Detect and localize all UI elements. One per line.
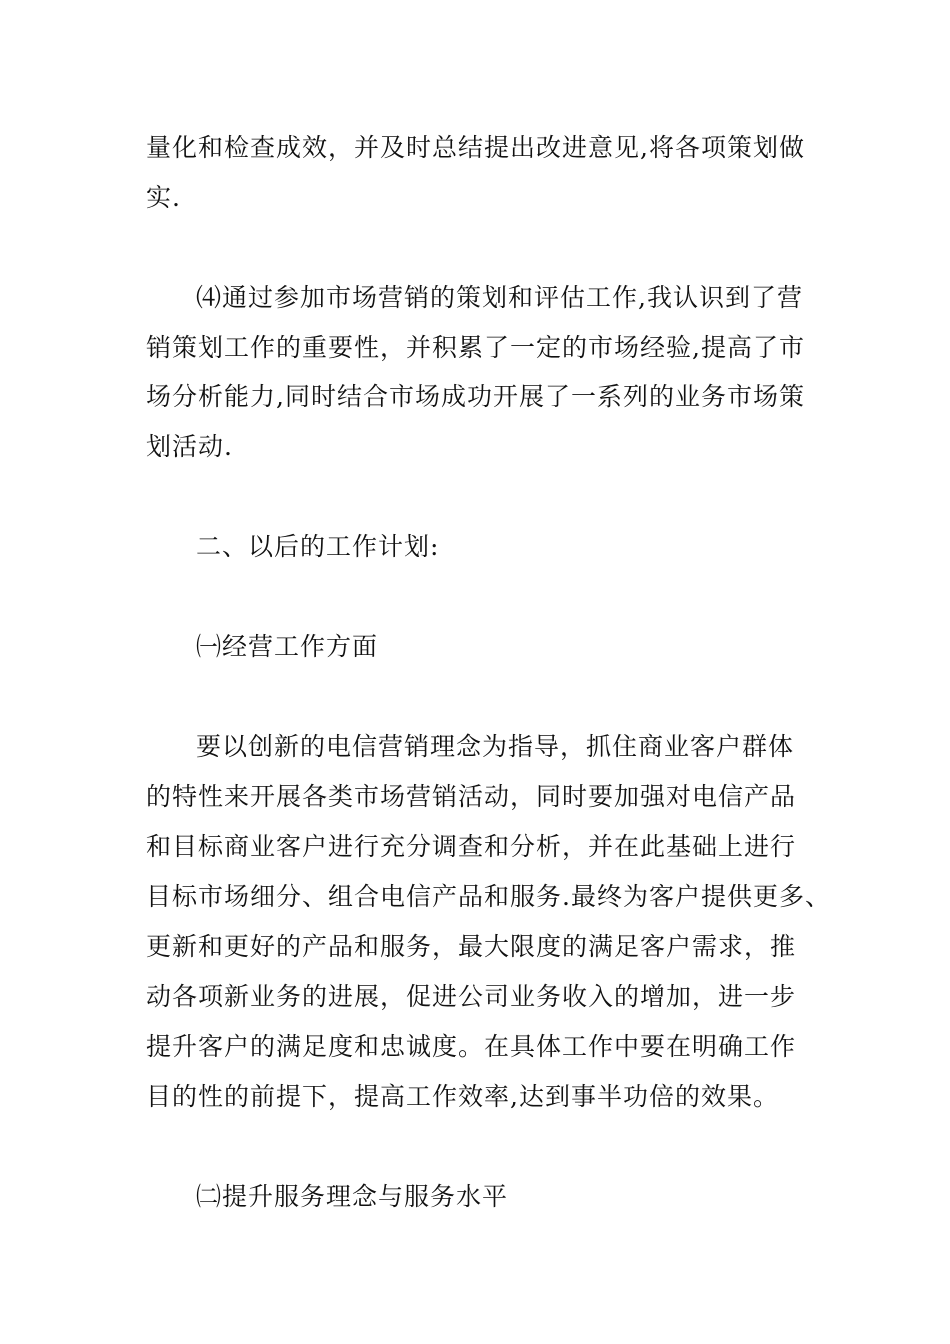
- paragraph-line: 目的性的前提下，提高工作效率,达到事半功倍的效果。: [146, 1082, 779, 1111]
- paragraph-line: 更新和更好的产品和服务，最大限度的满足客户需求，推: [146, 932, 797, 961]
- paragraph-line: 场分析能力,同时结合市场成功开展了一系列的业务市场策: [146, 382, 805, 411]
- paragraph-line: 的特性来开展各类市场营销活动，同时要加强对电信产品: [146, 782, 797, 811]
- subsection-heading: ㈠经营工作方面: [196, 632, 379, 661]
- paragraph-line: 实.: [146, 183, 181, 212]
- paragraph-line: 提升客户的满足度和忠诚度。在具体工作中要在明确工作: [146, 1032, 797, 1061]
- paragraph-line: ⑷通过参加市场营销的策划和评估工作,我认识到了营: [196, 283, 803, 312]
- paragraph-line: 划活动.: [146, 432, 233, 461]
- section-heading: 二、以后的工作计划:: [196, 532, 440, 561]
- paragraph-line: 目标市场细分、组合电信产品和服务.最终为客户提供更多、: [146, 882, 831, 911]
- paragraph-line: 要以创新的电信营销理念为指导，抓住商业客户群体: [196, 732, 795, 761]
- paragraph-line: 和目标商业客户进行充分调查和分析，并在此基础上进行: [146, 832, 797, 861]
- subsection-heading: ㈡提升服务理念与服务水平: [196, 1182, 509, 1211]
- paragraph-line: 量化和检查成效，并及时总结提出改进意见,将各项策划做: [146, 133, 805, 162]
- paragraph-line: 动各项新业务的进展，促进公司业务收入的增加，进一步: [146, 982, 797, 1011]
- paragraph-line: 销策划工作的重要性，并积累了一定的市场经验,提高了市: [146, 333, 805, 362]
